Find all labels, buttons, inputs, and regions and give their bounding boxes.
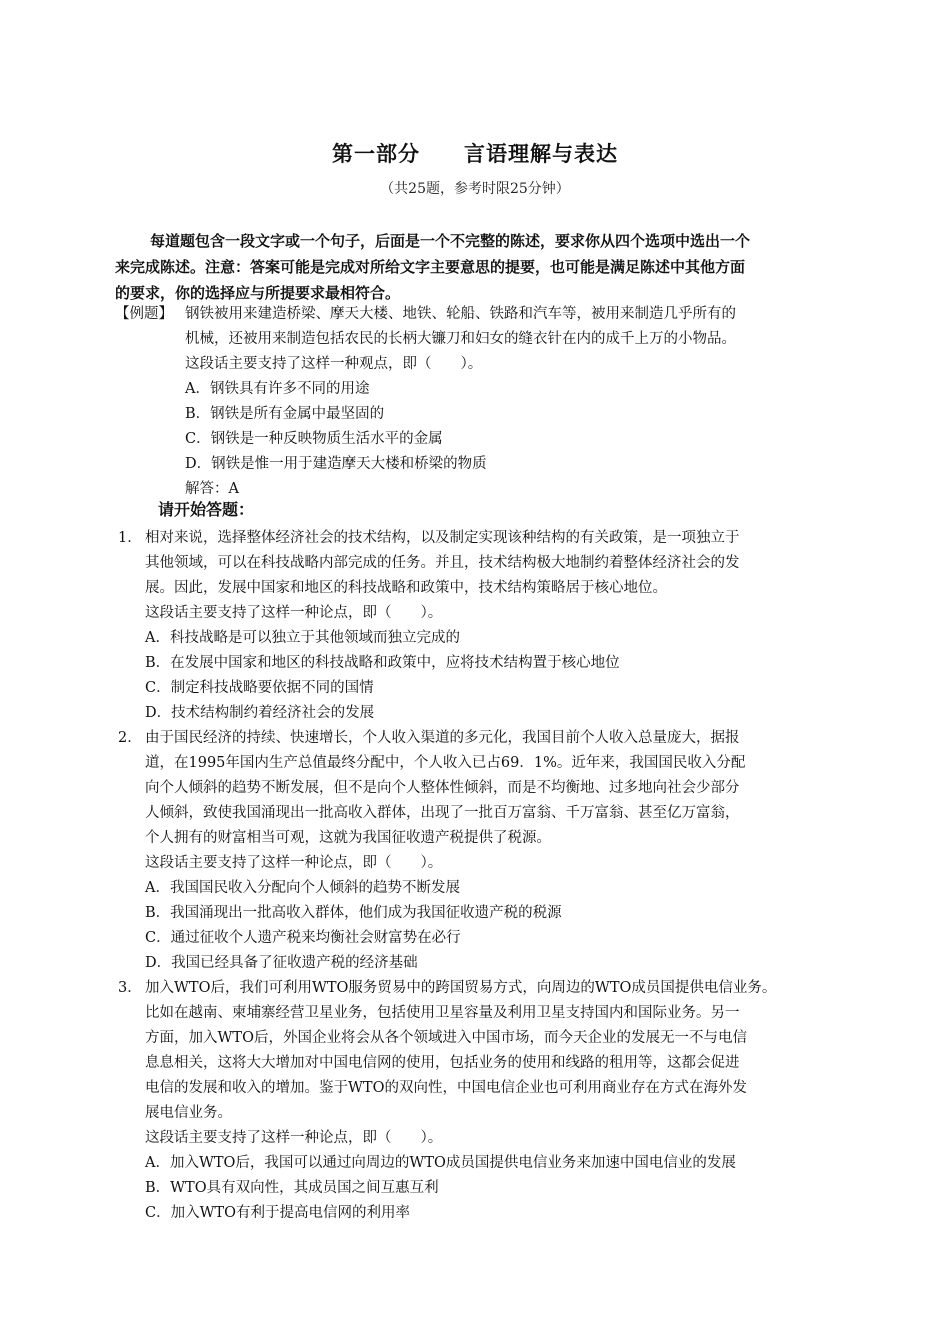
question-1-number: 1． [118,530,142,546]
question-3-number: 3． [118,980,142,996]
question-2-line: 向个人倾斜的趋势不断发展，但不是向个人整体性倾斜，而是不均衡地、过多地向社会少部分 [145,780,740,796]
section-subtitle: （共25题，参考时限25分钟） [380,181,570,197]
question-2-line: 道，在1995年国内生产总值最终分配中，个人收入已占69．1%。近年来，我国国民收入分配 [145,755,746,771]
example-answer: 解答：A [185,481,239,497]
example-text-line-2: 机械，还被用来制造包括农民的长柄大镰刀和妇女的缝衣针在内的成千上万的小物品。 [185,331,736,347]
instructions-line-2: 来完成陈述。注意：答案可能是完成对所给文字主要意思的提要，也可能是满足陈述中其他方面 [115,258,746,276]
question-2-option-d: D．我国已经具备了征收遗产税的经济基础 [145,955,418,971]
question-3-line: 息息相关，这将大大增加对中国电信网的使用，包括业务的使用和线路的租用等，这都会促进 [145,1055,740,1071]
question-1-line: 其他领域，可以在科技战略内部完成的任务。并且，技术结构极大地制约着整体经济社会的发 [145,555,740,571]
question-3-option-a: A．加入WTO后，我国可以通过向周边的WTO成员国提供电信业务来加速中国电信业的发展 [145,1155,736,1171]
question-3-option-c: C．加入WTO有利于提高电信网的利用率 [145,1205,411,1221]
example-option-c: C．钢铁是一种反映物质生活水平的金属 [185,431,443,447]
question-3-line: 比如在越南、柬埔寨经营卫星业务，包括使用卫星容量及利用卫星支持国内和国际业务。另一 [145,1005,740,1021]
question-3-line: 加入WTO后，我们可利用WTO服务贸易中的跨国贸易方式，向周边的WTO成员国提供电信业务。 [145,980,777,996]
question-3-line: 展电信业务。 [145,1105,232,1121]
example-option-a: A．钢铁具有许多不同的用途 [185,381,370,397]
question-2-option-b: B．我国涌现出一批高收入群体，他们成为我国征收遗产税的税源 [145,905,562,921]
question-1-line: 展。因此，发展中国家和地区的科技战略和政策中，技术结构策略居于核心地位。 [145,580,667,596]
example-option-d: D．钢铁是惟一用于建造摩天大楼和桥梁的物质 [185,456,487,472]
instructions-line-1: 每道题包含一段文字或一个句子，后面是一个不完整的陈述，要求你从四个选项中选出一个 [150,232,751,250]
question-2-option-c: C．通过征收个人遗产税来均衡社会财富势在必行 [145,930,461,946]
question-2-number: 2． [118,730,142,746]
question-3-option-b: B．WTO具有双向性，其成员国之间互惠互利 [145,1180,439,1196]
section-title: 第一部分 言语理解与表达 [332,142,618,166]
question-2-line: 由于国民经济的持续、快速增长，个人收入渠道的多元化，我国目前个人收入总量庞大，据报 [145,730,740,746]
question-1-option-c: C．制定科技战略要依据不同的国情 [145,680,374,696]
question-2-option-a: A．我国国民收入分配向个人倾斜的趋势不断发展 [145,880,460,896]
question-1-line: 相对来说，选择整体经济社会的技术结构，以及制定实现该种结构的有关政策，是一项独立于 [145,530,740,546]
example-stem: 这段话主要支持了这样一种观点，即（ ）。 [185,356,483,372]
question-3-line: 方面，加入WTO后，外国企业将会从各个领域进入中国市场，而今天企业的发展无一不与电信 [145,1030,747,1046]
question-1-option-a: A．科技战略是可以独立于其他领域而独立完成的 [145,630,460,646]
start-label: 请开始答题： [158,500,255,519]
instructions-line-3: 的要求，你的选择应与所提要求最相符合。 [115,284,401,302]
question-2-line: 个人拥有的财富相当可观，这就为我国征收遗产税提供了税源。 [145,830,551,846]
question-1-option-b: B．在发展中国家和地区的科技战略和政策中，应将技术结构置于核心地位 [145,655,620,671]
question-2-stem: 这段话主要支持了这样一种论点，即（ ）。 [145,855,443,871]
example-label: 【例题】 [115,306,173,322]
question-3-stem: 这段话主要支持了这样一种论点，即（ ）。 [145,1130,443,1146]
example-option-b: B．钢铁是所有金属中最坚固的 [185,406,385,422]
example-text-line-1: 钢铁被用来建造桥梁、摩天大楼、地铁、轮船、铁路和汽车等，被用来制造几乎所有的 [185,306,736,322]
question-1-option-d: D．技术结构制约着经济社会的发展 [145,705,375,721]
question-3-line: 电信的发展和收入的增加。鉴于WTO的双向性，中国电信企业也可利用商业存在方式在海外发 [145,1080,747,1096]
question-2-line: 人倾斜，致使我国涌现出一批高收入群体，出现了一批百万富翁、千万富翁、甚至亿万富翁， [145,805,740,821]
question-1-stem: 这段话主要支持了这样一种论点，即（ ）。 [145,605,443,621]
